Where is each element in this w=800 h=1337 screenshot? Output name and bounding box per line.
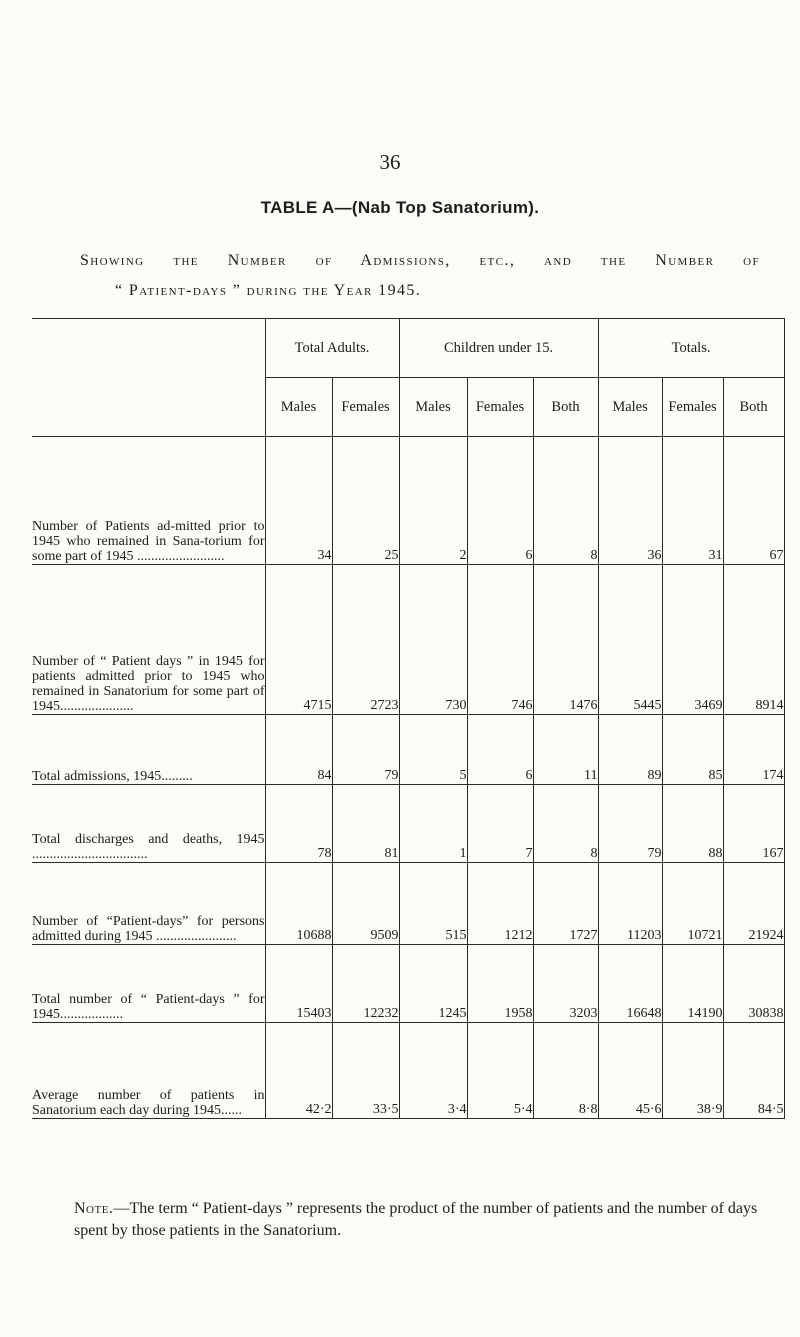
- cell-adults-males: 42·2: [265, 1023, 332, 1119]
- cell-children-males: 1245: [399, 945, 467, 1023]
- cell-children-males: 5: [399, 715, 467, 785]
- table-row: [32, 863, 784, 945]
- cell-adults-males: 4715: [265, 565, 332, 715]
- cell-adults-females: 2723: [332, 565, 399, 715]
- cell-totals-males: 11203: [598, 863, 662, 945]
- row-label: Total discharges and deaths, 1945 .................................: [32, 785, 265, 863]
- row-label: Number of Patients ad-mitted prior to 1945 who remained in Sana-torium for some part of 1945 .........................: [32, 437, 265, 565]
- cell-totals-both: 8914: [723, 565, 784, 715]
- cell-totals-males: 36: [598, 437, 662, 565]
- cell-adults-females: 81: [332, 785, 399, 863]
- cell-totals-males: 89: [598, 715, 662, 785]
- table-row: [32, 1023, 784, 1119]
- col-adults-males: Males: [265, 378, 332, 437]
- cell-adults-females: 79: [332, 715, 399, 785]
- cell-totals-both: 174: [723, 715, 784, 785]
- cell-children-females: 746: [467, 565, 533, 715]
- cell-totals-both: 67: [723, 437, 784, 565]
- subtitle-line-1: Showing the Number of Admissions, etc., and the Number of: [80, 252, 760, 269]
- cell-children-females: 6: [467, 715, 533, 785]
- cell-totals-males: 45·6: [598, 1023, 662, 1119]
- cell-totals-both: 167: [723, 785, 784, 863]
- cell-children-both: 8: [533, 785, 598, 863]
- row-label: Total admissions, 1945.........: [32, 715, 265, 785]
- group-header-children: Children under 15.: [399, 319, 598, 378]
- cell-totals-females: 85: [662, 715, 723, 785]
- table-row: [32, 565, 784, 715]
- cell-children-males: 2: [399, 437, 467, 565]
- cell-totals-both: 84·5: [723, 1023, 784, 1119]
- cell-children-both: 1476: [533, 565, 598, 715]
- cell-children-males: 1: [399, 785, 467, 863]
- cell-children-females: 1958: [467, 945, 533, 1023]
- cell-totals-males: 79: [598, 785, 662, 863]
- cell-adults-females: 33·5: [332, 1023, 399, 1119]
- footnote: [74, 1198, 780, 1242]
- cell-totals-females: 31: [662, 437, 723, 565]
- group-header-totals: Totals.: [598, 319, 784, 378]
- cell-totals-males: 5445: [598, 565, 662, 715]
- cell-adults-males: 78: [265, 785, 332, 863]
- cell-adults-males: 15403: [265, 945, 332, 1023]
- cell-totals-both: 21924: [723, 863, 784, 945]
- cell-children-males: 3·4: [399, 1023, 467, 1119]
- cell-totals-males: 16648: [598, 945, 662, 1023]
- col-children-males: Males: [399, 378, 467, 437]
- table-title: TABLE A—(Nab Top Sanatorium).: [260, 198, 540, 217]
- cell-children-females: 1212: [467, 863, 533, 945]
- cell-totals-females: 10721: [662, 863, 723, 945]
- col-children-both: Both: [533, 378, 598, 437]
- col-totals-males: Males: [598, 378, 662, 437]
- cell-children-males: 730: [399, 565, 467, 715]
- subtitle-line-2: “ Patient-days ” during the Year 1945.: [115, 282, 422, 299]
- cell-adults-males: 10688: [265, 863, 332, 945]
- cell-totals-females: 3469: [662, 565, 723, 715]
- cell-totals-females: 14190: [662, 945, 723, 1023]
- group-header-row: [32, 319, 784, 378]
- cell-children-females: 6: [467, 437, 533, 565]
- table-row: [32, 715, 784, 785]
- row-label: Number of “Patient-days” for persons admitted during 1945 .......................: [32, 863, 265, 945]
- row-label: Number of “ Patient days ” in 1945 for patients admitted prior to 1945 who remained in Sanatorium for some part of 1945.....................: [32, 565, 265, 715]
- group-header-total-adults: Total Adults.: [265, 319, 399, 378]
- cell-adults-females: 12232: [332, 945, 399, 1023]
- cell-adults-females: 25: [332, 437, 399, 565]
- note-lead: Note.: [74, 1200, 114, 1217]
- cell-adults-males: 84: [265, 715, 332, 785]
- cell-children-both: 8·8: [533, 1023, 598, 1119]
- note-text: —The term “ Patient-days ” represents the product of the number of patients and the number of days spent by those patients in the Sanatorium.: [74, 1200, 758, 1239]
- cell-totals-females: 88: [662, 785, 723, 863]
- cell-totals-females: 38·9: [662, 1023, 723, 1119]
- cell-totals-both: 30838: [723, 945, 784, 1023]
- row-label: Average number of patients in Sanatorium each day during 1945......: [32, 1023, 265, 1119]
- row-label: Total number of “ Patient-days ” for 1945..................: [32, 945, 265, 1023]
- cell-children-females: 5·4: [467, 1023, 533, 1119]
- col-children-females: Females: [467, 378, 533, 437]
- header-corner-cell: [32, 319, 265, 437]
- cell-children-both: 1727: [533, 863, 598, 945]
- cell-children-males: 515: [399, 863, 467, 945]
- cell-children-both: 11: [533, 715, 598, 785]
- admissions-table: [32, 318, 785, 1119]
- col-adults-females: Females: [332, 378, 399, 437]
- cell-children-both: 3203: [533, 945, 598, 1023]
- table-row: [32, 785, 784, 863]
- table-row: [32, 945, 784, 1023]
- table-row: [32, 437, 784, 565]
- col-totals-both: Both: [723, 378, 784, 437]
- col-totals-females: Females: [662, 378, 723, 437]
- page-number: 36: [379, 150, 401, 174]
- cell-children-both: 8: [533, 437, 598, 565]
- cell-adults-males: 34: [265, 437, 332, 565]
- cell-adults-females: 9509: [332, 863, 399, 945]
- cell-children-females: 7: [467, 785, 533, 863]
